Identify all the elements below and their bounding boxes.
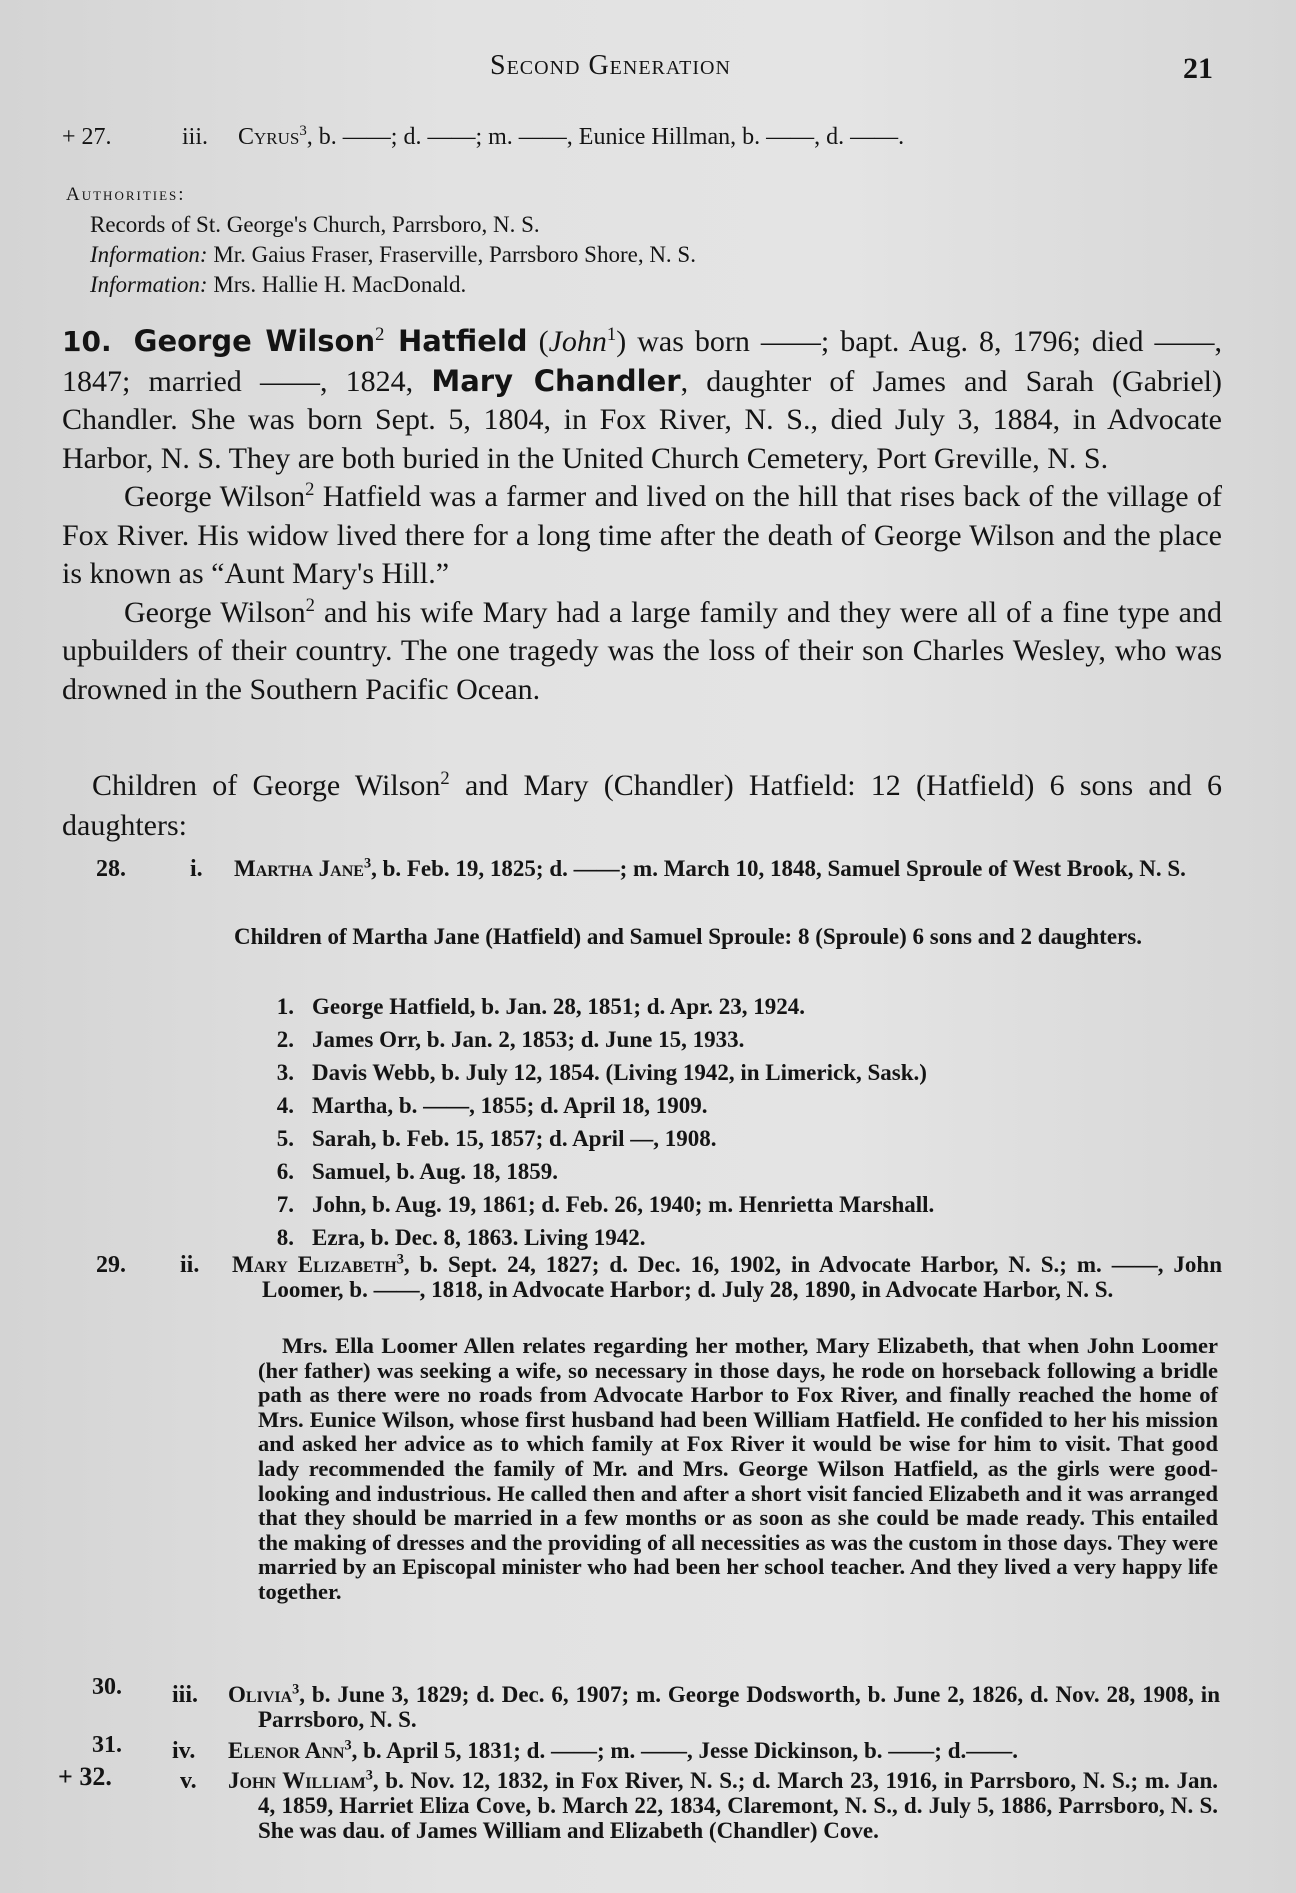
entry-roman: i. (190, 856, 203, 882)
entry-name: Cyrus (238, 124, 300, 150)
generation-sup: 3 (344, 1737, 352, 1754)
child-text: , b. Sept. 24, 1827; d. Dec. 16, 1902, in Advocate Harbor, N. S.; m. ——, John Loomer, b. ——, 1818, in Advocate Harbor; d. July 28, 1890, in Advocate Harbor, N. S. (262, 1252, 1222, 1302)
person-number: 10. (62, 325, 112, 358)
entry-roman: iii. (172, 1682, 199, 1708)
authorities-block (66, 180, 696, 300)
list-item: 7. John, b. Aug. 19, 1861; d. Feb. 26, 1940; m. Henrietta Marshall. (276, 1192, 935, 1217)
child-text: , b. Nov. 12, 1832, in Fox River, N. S.; d. March 23, 1916, in Parrsboro, N. S.; m. Jan. 4, 1859, Harriet Eliza Cove, b. March 22, 1834, Claremont, N. S., d. July 5, 1886, Parrsboro, N. S. She was dau. of James William and Elizabeth (Chandler) Cove. (258, 1768, 1219, 1843)
child-entry (234, 856, 1222, 881)
generation-sup: 3 (292, 1681, 300, 1698)
intro-text: and Mary (Chandler) Hatfield: 12 (Hatfield) 6 sons and 6 daughters: (62, 769, 1222, 842)
entry-roman: iii. (182, 124, 209, 150)
running-header: Second Generation (490, 50, 731, 81)
entry-text: , b. ——; d. ——; m. ——, Eunice Hillman, b. ——, d. ——. (306, 124, 905, 150)
generation-sup: 2 (440, 768, 450, 789)
father-name: John (548, 325, 607, 358)
loomer-story (258, 1334, 1218, 1605)
list-item: 3. Davis Webb, b. July 12, 1854. (Living 1942, in Limerick, Sask.) (276, 1060, 927, 1085)
list-item: 6. Samuel, b. Aug. 18, 1859. (276, 1159, 559, 1184)
cyrus-entry (62, 124, 904, 151)
list-item: 5. Sarah, b. Feb. 15, 1857; d. April —, 1908. (276, 1126, 717, 1151)
generation-sup: 1 (606, 324, 617, 345)
entry-roman: v. (180, 1768, 197, 1794)
list-item: 8. Ezra, b. Dec. 8, 1863. Living 1942. (276, 1225, 646, 1250)
entry-number: 28. (96, 856, 126, 882)
person-surname: Hatfield (384, 324, 528, 358)
authority-line (66, 210, 696, 240)
entry-number: + 32. (58, 1762, 112, 1791)
child-entry (228, 1768, 1218, 1843)
list-item: 2. James Orr, b. Jan. 2, 1853; d. June 15, 1933. (276, 1027, 745, 1052)
authority-text: Records of St. George's Church, Parrsboro, N. S. (90, 212, 540, 237)
authority-label: Information: (90, 272, 208, 297)
authority-text: Mrs. Hallie H. MacDonald. (207, 272, 467, 297)
entry-number: + 27. (62, 124, 112, 150)
bio-text: Hatfield was a farmer and lived on the hill that rises back of the village of Fox River. His widow lived there for a long time after the death of George Wilson and the place is known as “Aunt Mary's Hill.” (62, 480, 1222, 590)
entry-number: 31. (92, 1732, 122, 1758)
child-text: , b. Feb. 19, 1825; d. ——; m. March 10, 1848, Samuel Sproule of West Brook, N. S. (371, 856, 1186, 881)
child-name: John William (228, 1768, 366, 1793)
bio-text: and his wife Mary had a large family and they were all of a fine type and upbuilders of their country. The one tragedy was the loss of their son Charles Wesley, who was drowned in the Southern Pacific Ocean. (62, 595, 1222, 706)
child-name: Mary Elizabeth (232, 1252, 397, 1277)
biography-paragraph (62, 478, 1222, 594)
child-name: Olivia (228, 1682, 293, 1707)
child-name: Elenor Ann (228, 1738, 345, 1763)
list-item: 4. Martha, b. ——, 1855; d. April 18, 1909. (276, 1093, 708, 1118)
bio-text: , daughter of James and Sarah (Gabriel) Chandler. She was born Sept. 5, 1804, in Fox River, N. S., died July 3, 1884, in Advocate Harbor, N. S. They are both buried in the United Church Cemetery, Port Greville, N. S. (62, 364, 1222, 475)
bio-text: was born ——; bapt. Aug. 8, 1796; died ——, 1847; married ——, 1824, (62, 325, 1222, 398)
generation-sup: 2 (305, 479, 315, 500)
intro-text: Children of George Wilson (92, 769, 441, 802)
biography-paragraph: 10. George Wilson$^2$ Hatfield (John$^1$) was born ——; bapt. Aug. 8, 1796; died ——, 1847; married ——, 1824, Mary Chandler, daughter of James and Sarah (Gabriel) Chandler. She was born Sept. 5, 1804, in Fox River, N. S., died July 3, 1884, in Advocate Harbor, N. S. They are both buried in the United Church Cemetery, Port Greville, N. S. (62, 324, 1222, 475)
generation-sup: 3 (396, 1251, 404, 1268)
sproule-intro: Children of Martha Jane (Hatfield) and Samuel Sproule: 8 (Sproule) 6 sons and 2 daughters. (234, 924, 1142, 949)
child-entry (232, 1252, 1222, 1302)
generation-sup: 2 (375, 324, 385, 345)
page-number: 21 (1183, 52, 1213, 85)
biography (62, 322, 1222, 709)
generation-sup: 3 (363, 855, 372, 872)
entry-number: 29. (96, 1252, 126, 1278)
child-name: Martha Jane (234, 856, 364, 881)
bio-text: George Wilson (124, 595, 306, 629)
authority-line (66, 240, 696, 270)
child-text: , b. June 3, 1829; d. Dec. 6, 1907; m. George Dodsworth, b. June 2, 1826, d. Nov. 28, 1908, in Parrsboro, N. S. (258, 1682, 1220, 1732)
bio-text: George Wilson (124, 480, 306, 513)
authority-text: Mr. Gaius Fraser, Fraserville, Parrsboro Shore, N. S. (207, 242, 696, 267)
biography-paragraph (62, 594, 1222, 710)
entry-number: 30. (92, 1674, 122, 1700)
authority-label: Information: (90, 242, 208, 267)
spouse-name: Mary Chandler (431, 363, 681, 398)
generation-sup: 3 (365, 1767, 373, 1784)
entry-roman: ii. (180, 1252, 200, 1278)
child-entry (228, 1738, 1220, 1763)
child-text: , b. April 5, 1831; d. ——; m. ——, Jesse Dickinson, b. ——; d.——. (351, 1738, 1018, 1763)
person-name: George Wilson (133, 324, 376, 358)
children-intro (62, 766, 1222, 846)
list-item: 1. George Hatfield, b. Jan. 28, 1851; d. Apr. 23, 1924. (276, 994, 806, 1019)
child-entry (228, 1682, 1220, 1732)
entry-roman: iv. (172, 1738, 196, 1764)
authority-line (66, 270, 696, 300)
story-paragraph: Mrs. Ella Loomer Allen relates regarding her mother, Mary Elizabeth, that when John Loomer (her father) was seeking a wife, so necessary in those days, he rode on horseback following a bridle path as there were no roads from Advocate Harbor to Fox River, and finally reached the home of Mrs. Eunice Wilson, whose first husband had been William Hatfield. He confided to her his mission and asked her advice as to which family at Fox River it would be wise for him to visit. That good lady recommended the family of Mr. and Mrs. George Wilson Hatfield, as the girls were good-looking and industrious. He called then and after a short visit fancied Elizabeth and it was arranged that they should be married in a few months or as soon as she could be made ready. This entailed the making of dresses and the providing of all necessities as was the custom in those days. They were married by an Episcopal minister who had been her school teacher. And they lived a very happy life together. (258, 1333, 1218, 1604)
grandchildren-list (246, 990, 934, 1254)
authorities-heading: Authorities: (66, 184, 186, 205)
generation-sup: 2 (305, 594, 315, 616)
generation-sup: 3 (299, 123, 307, 139)
